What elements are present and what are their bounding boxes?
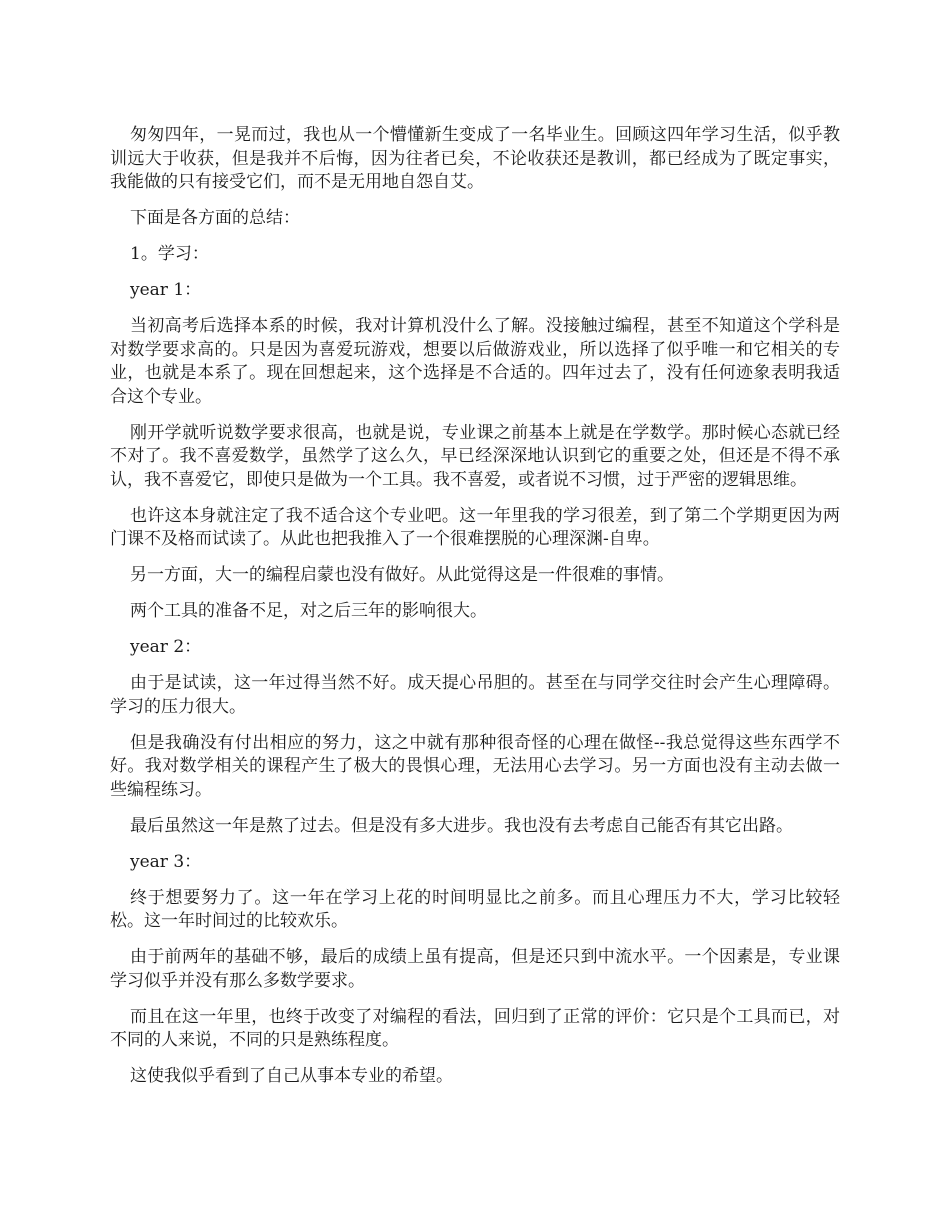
year-heading-1: year 1： — [130, 280, 202, 300]
paragraph: 由于是试读，这一年过得当然不好。成天提心吊胆的。甚至在与同学交往时会产生心理障碍。学习的压力很大。 — [110, 673, 840, 717]
paragraph: 最后虽然这一年是熬了过去。但是没有多大进步。我也没有去考虑自己能否有其它出路。 — [130, 815, 793, 836]
paragraph-intro: 匆匆四年，一晃而过，我也从一个懵懂新生变成了一名毕业生。回顾这四年学习生活，似乎教训远大于收获，但是我并不后悔，因为往者已矣，不论收获还是教训，都已经成为了既定事实，我能做的只有接受它们，而不是无用地自怨自艾。 — [110, 125, 840, 192]
paragraph: 这使我似乎看到了自己从事本专业的希望。 — [130, 1066, 453, 1086]
paragraph: 当初高考后选择本系的时候，我对计算机没什么了解。没接触过编程，甚至不知道这个学科是对数学要求高的。只是因为喜爱玩游戏，想要以后做游戏业，所以选择了似乎唯一和它相关的专业，也就是本系了。现在回想起来，这个选择是不合适的。四年过去了，没有任何迹象表明我适合这个专业。 — [110, 316, 840, 407]
paragraph: 但是我确没有付出相应的努力，这之中就有那种很奇怪的心理在做怪--我总觉得这些东西学不好。我对数学相关的课程产生了极大的畏惧心理，无法用心去学习。另一方面也没有主动去做一些编程练习。 — [110, 732, 840, 800]
paragraph: 终于想要努力了。这一年在学习上花的时间明显比之前多。而且心理压力不大，学习比较轻松。这一年时间过的比较欢乐。 — [110, 887, 840, 931]
paragraph: 两个工具的准备不足，对之后三年的影响很大。 — [130, 601, 487, 621]
paragraph: 刚开学就听说数学要求很高，也就是说，专业课之前基本上就是在学数学。那时候心态就已经不对了。我不喜爱数学，虽然学了这么久，早已经深深地认识到它的重要之处，但还是不得不承认，我不喜爱它，即使只是做为一个工具。我不喜爱，或者说不习惯，过于严密的逻辑思维。 — [110, 422, 840, 490]
paragraph: 也许这本身就注定了我不适合这个专业吧。这一年里我的学习很差，到了第二个学期更因为两门课不及格而试读了。从此也把我推入了一个很难摆脱的心理深渊-自卑。 — [110, 505, 840, 549]
paragraph: 另一方面，大一的编程启蒙也没有做好。从此觉得这是一件很难的事情。 — [130, 565, 674, 585]
year-heading-2: year 2： — [130, 637, 202, 657]
paragraph: 而且在这一年里，也终于改变了对编程的看法，回归到了正常的评价：它只是个工具而已，对不同的人来说，不同的只是熟练程度。 — [110, 1006, 840, 1050]
section-heading-study: 1。学习： — [130, 244, 209, 264]
document-body — [110, 124, 840, 1101]
paragraph: 由于前两年的基础不够，最后的成绩上虽有提高，但是还只到中流水平。一个因素是，专业课学习似乎并没有那么多数学要求。 — [110, 947, 840, 991]
year-heading-3: year 3： — [130, 851, 202, 872]
paragraph-summary-lead: 下面是各方面的总结： — [130, 208, 300, 228]
